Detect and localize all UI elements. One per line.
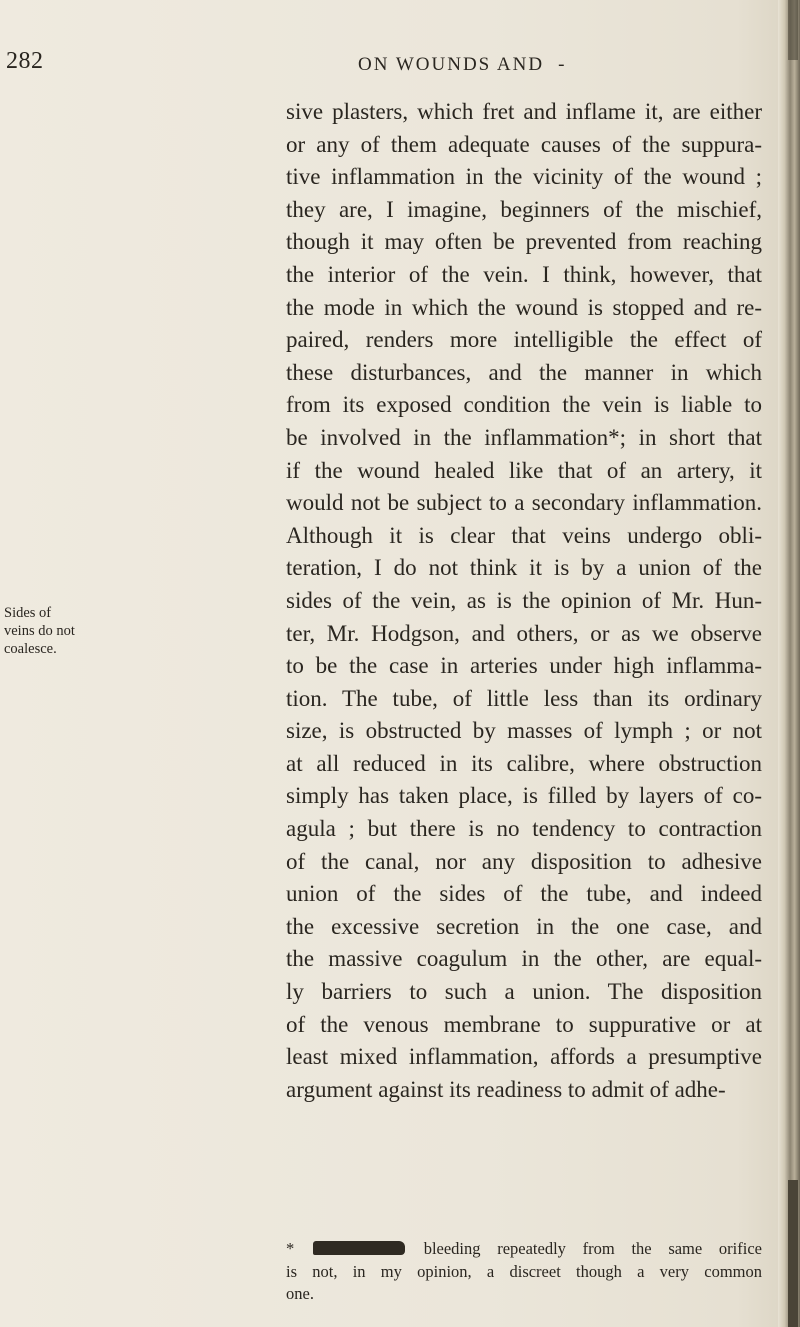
body-text xyxy=(286,96,762,1106)
running-head-dash: - xyxy=(558,54,567,75)
text-line: union of the sides of the tube, and indeed xyxy=(286,881,762,907)
text-line: to be the case in arteries under high inflamma- xyxy=(286,653,762,679)
text-line: Although it is clear that veins undergo obli- xyxy=(286,522,762,548)
binding-shadow xyxy=(788,1180,798,1327)
text-line: of the canal, nor any disposition to adhesive xyxy=(286,848,762,874)
text-line: ter, Mr. Hodgson, and others, or as we observe xyxy=(286,620,762,646)
footnote-line xyxy=(286,1238,762,1261)
text-line: the interior of the vein. I think, however, that xyxy=(286,261,762,287)
running-head-text: ON WOUNDS AND xyxy=(358,54,545,75)
text-line: the excessive secretion in the one case, and xyxy=(286,913,762,939)
sidenote-line: veins do not xyxy=(4,623,75,639)
text-line: these disturbances, and the manner in which xyxy=(286,359,762,385)
text-line: or any of them adequate causes of the suppura- xyxy=(286,131,762,157)
footnote-line: is not, in my opinion, a discreet though a very common xyxy=(286,1261,762,1281)
text-line: though it may often be prevented from reaching xyxy=(286,229,762,255)
text-line: tive inflammation in the vicinity of the wound ; xyxy=(286,164,762,190)
footnote-asterisk: * xyxy=(286,1239,295,1258)
footnote xyxy=(286,1238,762,1306)
text-line: at all reduced in its calibre, where obstruction xyxy=(286,750,762,776)
text-line: teration, I do not think it is by a union of the xyxy=(286,555,762,581)
book-binding-edge xyxy=(778,0,800,1327)
text-line: size, is obstructed by masses of lymph ; or not xyxy=(286,718,762,744)
text-line: sides of the vein, as is the opinion of Mr. Hun- xyxy=(286,587,762,613)
text-line: agula ; but there is no tendency to contraction xyxy=(286,816,762,842)
text-line: would not be subject to a secondary inflammation. xyxy=(286,490,762,516)
text-line: they are, I imagine, beginners of the mischief, xyxy=(286,196,762,222)
sidenote-line: coalesce. xyxy=(4,641,57,657)
text-line: if the wound healed like that of an artery, it xyxy=(286,457,762,483)
text-line: of the venous membrane to suppurative or at xyxy=(286,1011,762,1037)
text-line: be involved in the inflammation*; in short that xyxy=(286,424,762,450)
sidenote-line: Sides of xyxy=(4,605,52,621)
page-number: 282 xyxy=(6,48,44,74)
text-line: paired, renders more intelligible the effect of xyxy=(286,327,762,353)
footnote-text: bleeding repeatedly from the same orifice xyxy=(423,1239,762,1258)
text-line: ly barriers to such a union. The disposition xyxy=(286,979,762,1005)
running-head xyxy=(358,54,566,76)
binding-shadow xyxy=(788,0,798,60)
text-line: least mixed inflammation, affords a presumptive xyxy=(286,1044,762,1070)
footnote-line: one. xyxy=(286,1284,314,1303)
ink-smudge xyxy=(313,1241,405,1255)
text-line: argument against its readiness to admit of adhe- xyxy=(286,1076,726,1102)
text-line: the massive coagulum in the other, are equal- xyxy=(286,946,762,972)
text-line: sive plasters, which fret and inflame it, are either xyxy=(286,99,762,124)
text-line: tion. The tube, of little less than its ordinary xyxy=(286,685,762,711)
text-line: simply has taken place, is filled by layers of co- xyxy=(286,783,762,809)
text-line: the mode in which the wound is stopped and re- xyxy=(286,294,762,320)
margin-sidenote xyxy=(4,604,114,658)
text-line: from its exposed condition the vein is liable to xyxy=(286,392,762,418)
